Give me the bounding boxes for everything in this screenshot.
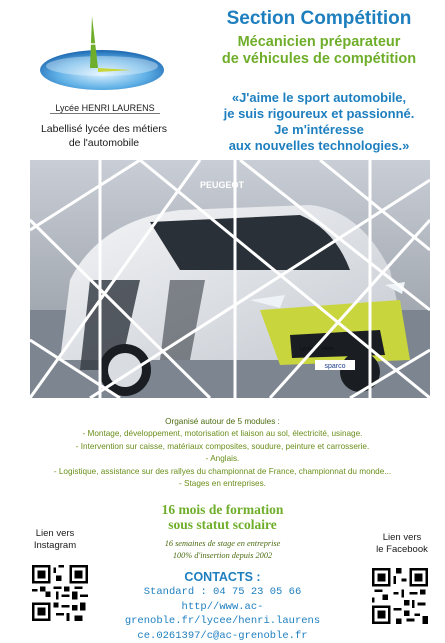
page-title: Section Compétition: [200, 8, 438, 30]
school-logo: [32, 8, 172, 108]
module-item: - Stages en entreprises.: [20, 478, 425, 490]
car-plate: Lycée St Vallier: [300, 346, 335, 352]
instagram-link-label: [20, 528, 90, 552]
formation-line-1: 16 mois de formation: [120, 502, 325, 517]
formation-line-2: sous statut scolaire: [120, 517, 325, 532]
car-brand: PEUGEOT: [200, 180, 245, 190]
stage-line-1: 16 semaines de stage en entreprise: [120, 538, 325, 550]
student-quote: [200, 90, 438, 154]
quote-line-2: je suis rigoureux et passionné.: [200, 106, 438, 122]
contact-phone: Standard : 04 75 23 05 66: [100, 585, 345, 600]
rally-car-photo-collage: [30, 160, 430, 398]
contacts-block: [100, 585, 345, 643]
page-subtitle: [200, 34, 438, 68]
label-line-2: de l'automobile: [14, 136, 194, 150]
quote-line-4: aux nouvelles technologies.»: [200, 138, 438, 154]
stage-info: [120, 538, 325, 562]
instagram-line-2: Instagram: [20, 540, 90, 552]
modules-list: [20, 416, 425, 490]
facebook-link-label: [362, 532, 442, 556]
module-item: - Montage, développement, motorisation et liaison au sol, électricité, usinage.: [20, 428, 425, 440]
stage-line-2: 100% d'insertion depuis 2002: [120, 550, 325, 562]
facebook-line-1: Lien vers: [362, 532, 442, 544]
subtitle-line-1: Mécanicien préparateur: [200, 34, 438, 51]
quote-line-3: Je m'intéresse: [200, 122, 438, 138]
instagram-qr-code[interactable]: [32, 565, 88, 621]
facebook-line-2: le Facebook: [362, 544, 442, 556]
school-name: Lycée HENRI LAURENS: [40, 103, 170, 114]
quote-line-1: «J'aime le sport automobile,: [200, 90, 438, 106]
instagram-line-1: Lien vers: [20, 528, 90, 540]
car-sponsor: sparco: [324, 363, 345, 370]
module-item: - Intervention sur caisse, matériaux composites, soudure, peinture et carrosserie.: [20, 441, 425, 453]
module-item: - Anglais.: [20, 453, 425, 465]
label-line-1: Labellisé lycée des métiers: [14, 122, 194, 136]
contacts-heading: CONTACTS :: [120, 570, 325, 584]
contact-email[interactable]: ce.0261397/c@ac-grenoble.fr: [100, 629, 345, 643]
label-text: [14, 122, 194, 150]
subtitle-line-2: de véhicules de compétition: [200, 51, 438, 68]
facebook-qr-code[interactable]: [372, 568, 428, 624]
modules-intro: Organisé autour de 5 modules :: [20, 416, 425, 428]
contact-url[interactable]: http//www.ac-grenoble.fr/lycee/henri.laurens: [100, 600, 345, 629]
formation-duration: [120, 502, 325, 532]
module-item: - Logistique, assistance sur des rallyes du championnat de France, championnat du monde...: [20, 466, 425, 478]
